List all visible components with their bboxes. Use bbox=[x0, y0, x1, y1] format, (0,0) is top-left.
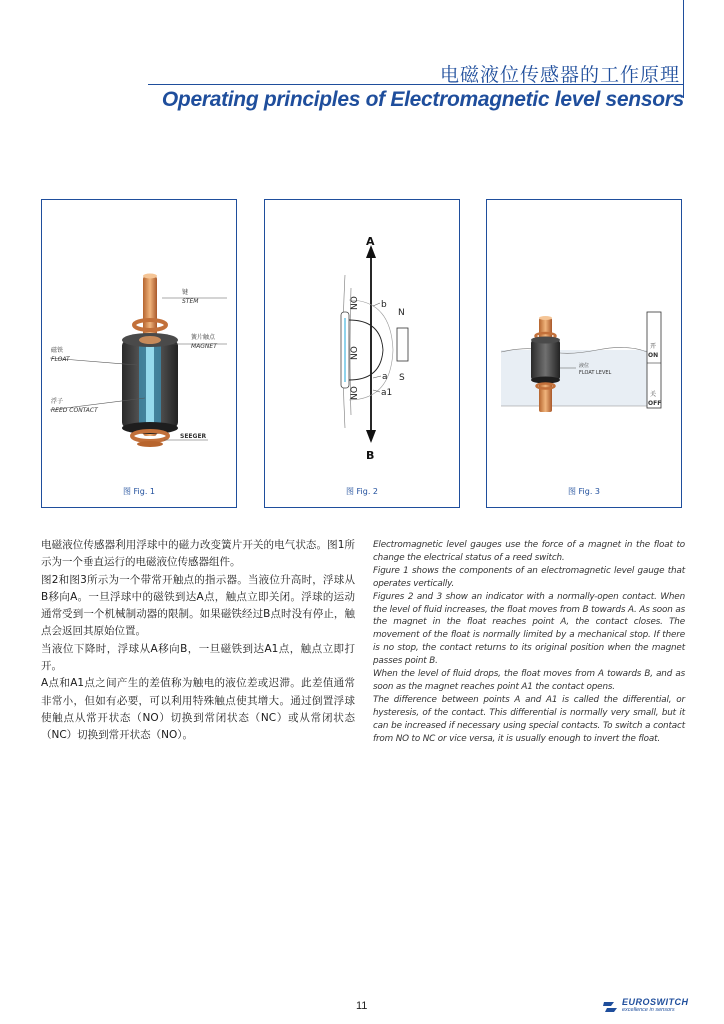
english-text-column bbox=[373, 539, 685, 746]
chinese-text-column bbox=[41, 537, 355, 745]
fig1-magnet-label-cn: 簧片触点 bbox=[191, 334, 216, 341]
figure-2-panel bbox=[264, 199, 460, 508]
euroswitch-logo bbox=[602, 997, 692, 1017]
fig3-on-label-cn: 开 bbox=[650, 343, 657, 350]
fig1-seeger-label: SEEGER bbox=[180, 433, 207, 440]
fig1-reed-label-en: REED CONTACT bbox=[51, 407, 98, 414]
fig1-magnet-label-en: MAGNET bbox=[191, 343, 217, 350]
en-paragraph: When the level of fluid drops, the float moves from A towards B, and as soon as the magnet reaches point A1 the contact opens. bbox=[373, 669, 685, 692]
fig2-point-b-label: b bbox=[381, 300, 387, 310]
page-title-english: Operating principles of Electromagnetic level sensors bbox=[161, 88, 684, 111]
fig2-no-label-top: NO bbox=[350, 296, 360, 310]
fig2-point-B-label: B bbox=[366, 449, 375, 462]
en-paragraph: Figures 2 and 3 show an indicator with a normally-open contact. When the level of fluid increases, the float moves from B towards A. As soon as the magnet in the float reaches point A, the contact closes. The movement of the float is normally limited by a mechanical stop. If there is no stop, the contact returns to its original position when the magnet passes point B. bbox=[373, 591, 685, 667]
figure-1-panel bbox=[41, 199, 237, 508]
fig3-off-label-cn: 关 bbox=[650, 391, 657, 398]
figure-3-caption: 图 Fig. 3 bbox=[567, 487, 601, 496]
fig2-no-label-middle: NO bbox=[350, 346, 360, 360]
cn-paragraph: A点和A1点之间产生的差值称为触电的液位差或迟滞。此差值通常非常小，但如有必要，可以利用特殊触点使其增大。通过倒置浮球使触点从常开状态（NO）切换到常闭状态（NC）或从常闭状态（NC）切换到常开状态（NO）。 bbox=[41, 677, 355, 742]
fig1-stem-label-en: STEM bbox=[182, 298, 199, 305]
fig1-reed-label-cn: 浮子 bbox=[51, 398, 64, 405]
figure-2-diagram bbox=[265, 200, 461, 509]
figure-1-illustration bbox=[42, 200, 238, 509]
cn-paragraph: 图2和图3所示为一个带常开触点的指示器。当液位升高时，浮球从B移向A。一旦浮球中的磁铁到达A点，触点立即关闭。浮球的运动通常受到一个机械制动器的限制。如果磁铁经过B点时没有停止，触点会返回其原始位置。 bbox=[41, 573, 355, 638]
logo-tagline: excellence in sensors bbox=[622, 1007, 675, 1013]
fig3-on-label-en: ON bbox=[648, 352, 659, 359]
en-paragraph: The difference between points A and A1 is called the differential, or hysteresis, of the contact. This differential is normally very small, but it can be increased if necessary using special contacts. To switch a contact from NO to NC or vice versa, it is usually enough to invert the float. bbox=[373, 694, 685, 744]
fig1-float-label-en: FLOAT bbox=[51, 356, 70, 363]
fig1-float-label-cn: 磁铁 bbox=[51, 347, 64, 354]
logo-icon bbox=[602, 999, 618, 1015]
fig3-off-label-en: OFF bbox=[648, 400, 662, 407]
fig3-level-label-en: FLOAT LEVEL bbox=[579, 370, 612, 376]
figure-3-illustration bbox=[487, 200, 683, 509]
en-paragraph: Electromagnetic level gauges use the force of a magnet in the float to change the electrical status of a reed switch. bbox=[373, 540, 685, 563]
fig3-level-label-cn: 液位 bbox=[579, 363, 590, 369]
en-paragraph: Figure 1 shows the components of an electromagnetic level gauge that operates vertically. bbox=[373, 565, 685, 589]
figure-3-panel bbox=[486, 199, 682, 508]
fig2-point-A-label: A bbox=[366, 235, 375, 248]
fig2-point-a1-label: a1 bbox=[381, 388, 393, 398]
figure-2-caption: 图 Fig. 2 bbox=[345, 487, 379, 496]
page-title-chinese: 电磁液位传感器的工作原理 bbox=[439, 64, 680, 86]
fig2-point-a-label: a bbox=[382, 372, 388, 382]
fig2-north-label: N bbox=[398, 308, 405, 318]
fig2-south-label: S bbox=[399, 373, 405, 383]
page-number: 11 bbox=[356, 1000, 368, 1012]
cn-paragraph: 当液位下降时，浮球从A移向B，一旦磁铁到达A1点，触点立即打开。 bbox=[41, 642, 355, 673]
fig1-stem-label-cn: 键 bbox=[182, 289, 189, 296]
logo-name: EUROSWITCH bbox=[622, 997, 689, 1007]
fig2-no-label-bottom: NO bbox=[350, 386, 360, 400]
figure-1-caption: 图 Fig. 1 bbox=[122, 487, 156, 496]
cn-paragraph: 电磁液位传感器利用浮球中的磁力改变簧片开关的电气状态。图1所示为一个垂直运行的电磁液位传感器组件。 bbox=[41, 539, 355, 569]
